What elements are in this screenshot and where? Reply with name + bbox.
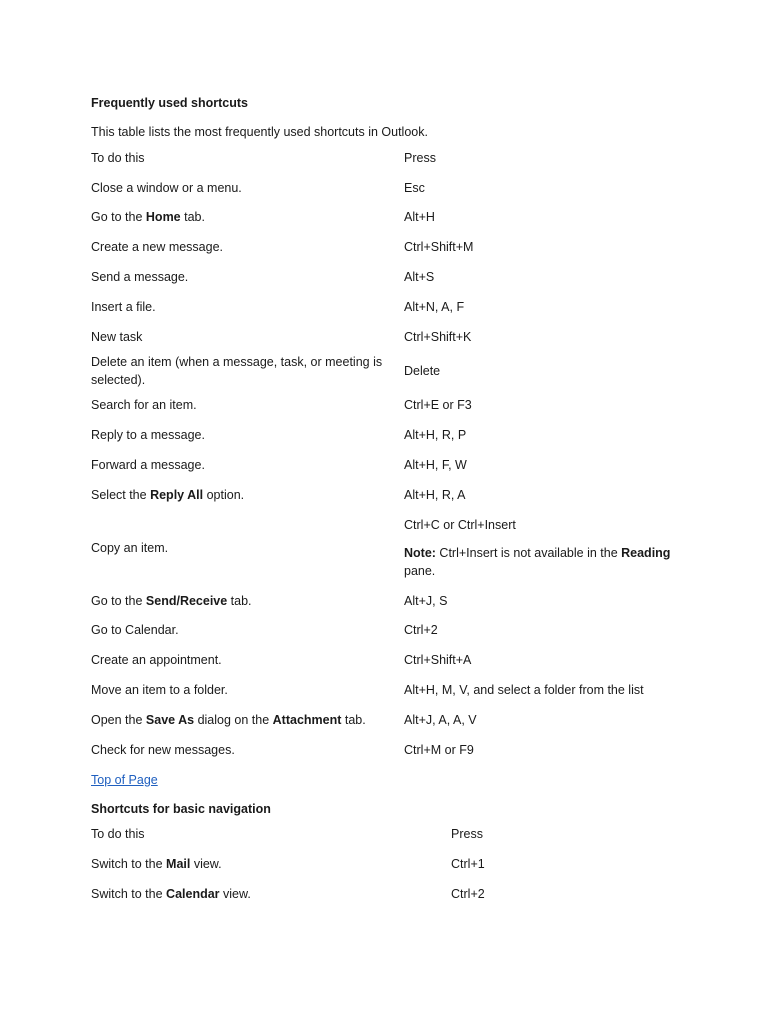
task-cell: Move an item to a folder. — [91, 683, 228, 698]
task-cell: New task — [91, 329, 143, 344]
shortcut-cell: Ctrl+C or Ctrl+Insert Note: Ctrl+Insert is not available in the Reading pane. — [404, 510, 691, 586]
shortcut-cell: Alt+J, S — [404, 593, 448, 608]
table-row — [91, 616, 691, 646]
table-row — [91, 173, 691, 203]
shortcut-cell: Alt+H, R, A — [404, 487, 466, 502]
task-cell: Go to Calendar. — [91, 623, 179, 638]
table-row — [91, 203, 691, 233]
task-cell: Select the Reply All option. — [91, 487, 245, 502]
table-row — [91, 450, 691, 480]
task-cell: Search for an item. — [91, 398, 197, 413]
shortcut-cell: Ctrl+2 — [451, 887, 485, 902]
table-header-row — [91, 143, 691, 173]
shortcut-cell: Ctrl+Shift+M — [404, 240, 474, 255]
section-heading-frequent: Frequently used shortcuts — [91, 96, 248, 110]
table-row — [91, 391, 691, 421]
col-header-task: To do this — [91, 150, 145, 165]
task-cell: Close a window or a menu. — [91, 180, 242, 195]
task-cell: Forward a message. — [91, 458, 205, 473]
table-row — [91, 322, 691, 352]
shortcut-cell: Alt+H, M, V, and select a folder from the list — [404, 683, 644, 698]
table-row — [91, 420, 691, 450]
shortcut-cell: Ctrl+Shift+A — [404, 653, 472, 668]
table-row — [91, 705, 691, 735]
navigation-shortcuts-table — [91, 820, 651, 909]
table-row — [91, 675, 691, 705]
task-cell: Open the Save As dialog on the Attachment tab. — [91, 712, 366, 727]
note-text: Note: Ctrl+Insert is not available in the Reading pane. — [404, 545, 671, 578]
shortcut-cell: Esc — [404, 180, 425, 195]
task-cell: Create an appointment. — [91, 653, 222, 668]
table-row — [91, 262, 691, 292]
section-heading-navigation: Shortcuts for basic navigation — [91, 801, 271, 816]
section-intro: This table lists the most frequently used shortcuts in Outlook. — [91, 125, 428, 139]
task-cell: Delete an item (when a message, task, or meeting is selected). — [91, 355, 383, 388]
task-cell: Insert a file. — [91, 299, 156, 314]
table-row — [91, 735, 691, 765]
col-header-press: Press — [451, 827, 483, 842]
task-cell: Switch to the Calendar view. — [91, 887, 251, 902]
shortcut-cell: Alt+H, R, P — [404, 428, 467, 443]
task-cell: Switch to the Mail view. — [91, 857, 222, 872]
task-cell: Reply to a message. — [91, 428, 205, 443]
table-row — [91, 292, 691, 322]
col-header-task: To do this — [91, 827, 145, 842]
table-row — [91, 849, 651, 879]
shortcut-cell: Delete — [404, 364, 441, 379]
task-cell: Create a new message. — [91, 240, 224, 255]
shortcut-cell: Ctrl+2 — [404, 623, 438, 638]
top-of-page-link[interactable]: Top of Page — [91, 772, 158, 787]
table-row — [91, 352, 691, 391]
task-cell: Send a message. — [91, 270, 189, 285]
task-cell: Copy an item. — [91, 540, 169, 555]
table-row — [91, 645, 691, 675]
table-row — [91, 480, 691, 510]
shortcut-cell: Alt+N, A, F — [404, 299, 465, 314]
task-cell: Go to the Home tab. — [91, 210, 205, 225]
shortcut-cell: Alt+H, F, W — [404, 458, 467, 473]
document-page — [91, 94, 691, 909]
shortcut-cell: Ctrl+Shift+K — [404, 329, 472, 344]
task-cell: Check for new messages. — [91, 742, 235, 757]
table-row — [91, 232, 691, 262]
shortcut-cell: Alt+J, A, A, V — [404, 712, 477, 727]
shortcut-cell: Ctrl+E or F3 — [404, 398, 472, 413]
col-header-press: Press — [404, 150, 436, 165]
table-header-row — [91, 820, 651, 850]
shortcut-cell: Ctrl+M or F9 — [404, 742, 474, 757]
table-row — [91, 510, 691, 586]
shortcut-cell: Alt+H — [404, 210, 435, 225]
table-row — [91, 586, 691, 616]
table-row — [91, 879, 651, 909]
shortcuts-table — [91, 143, 691, 765]
shortcut-cell: Ctrl+1 — [451, 857, 485, 872]
shortcut-cell: Alt+S — [404, 270, 435, 285]
task-cell: Go to the Send/Receive tab. — [91, 593, 252, 608]
